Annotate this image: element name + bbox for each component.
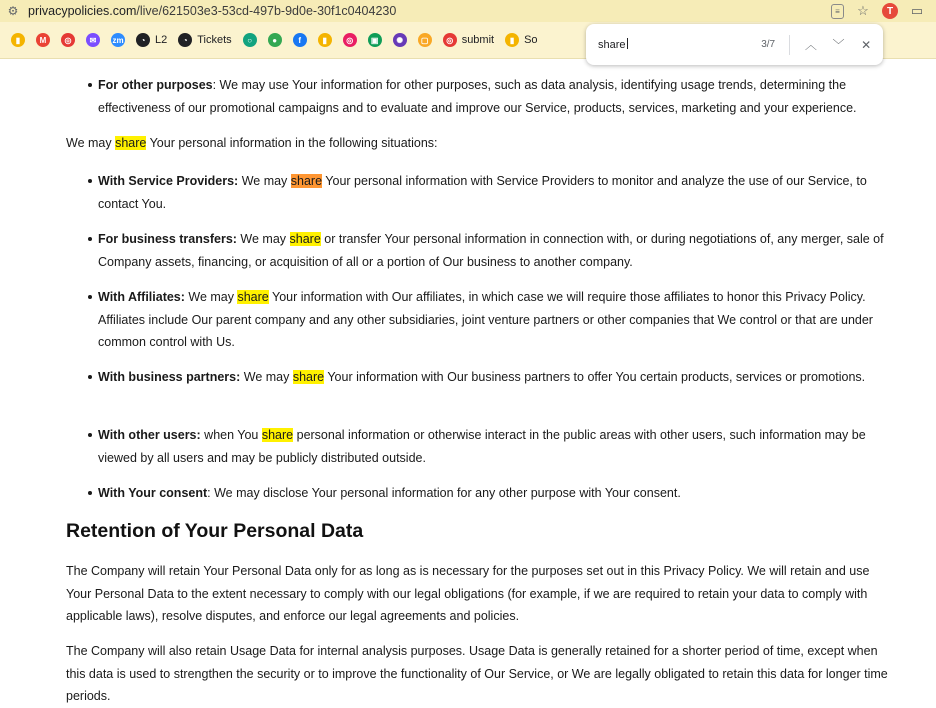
bullet-bold-label: With Service Providers:	[98, 174, 239, 188]
box-icon: ▢	[418, 33, 432, 47]
share-bullet-item	[98, 170, 893, 215]
bullet-text: : We may use Your information for other purposes, such as data analysis, identifying usage trends, determining the effectiveness of our promotional campaigns and to evaluate and improve our Service, products, services, marketing and your experience.	[98, 78, 857, 115]
bullet-text-post: Your information with Our business partners to offer You certain products, services or promotions.	[324, 370, 866, 384]
url-path: /live/621503e3-53cd-497b-9d0e-30f1c0404230	[136, 4, 397, 18]
chart-bookmark[interactable]	[318, 33, 332, 47]
bullet-bold-label: With Your consent	[98, 486, 208, 500]
bullet-bold-label: For other purposes	[98, 78, 213, 92]
retention-heading: Retention of Your Personal Data	[66, 520, 364, 542]
radar-icon: ◎	[343, 33, 357, 47]
messenger-icon: ✉	[86, 33, 100, 47]
retention-paragraph-1: The Company will retain Your Personal Data only for as long as is necessary for the purposes set out in this Privacy Policy. We will retain and use Your Personal Data to the extent necessary to comply with our legal obligations (for example, if we are required to retain your data to comply with applicable laws), resolve disputes, and enforce our legal agreements and policies.	[66, 564, 870, 623]
bullet-consent	[98, 482, 893, 505]
bullet-text-post: Your personal information with Service Providers to monitor and analyze the use of our Service, to contact You.	[98, 174, 867, 211]
share-bullet-item	[98, 366, 893, 389]
ring-icon: ○	[243, 33, 257, 47]
find-previous-chevron-up-icon[interactable]: ︿	[804, 38, 817, 52]
sidebar-icon[interactable]: ▭	[910, 3, 924, 18]
intro-pre: We may	[66, 136, 116, 150]
url-host: privacypolicies.com	[28, 4, 137, 18]
find-highlight: share	[289, 232, 321, 246]
bullet-bold-label: For business transfers:	[98, 232, 237, 246]
retention-paragraph-2: The Company will also retain Usage Data for internal analysis purposes. Usage Data is generally retained for a shorter period of time, except when this data is used to strengthen the security or to improve the functionality of Our Service, or We are legally obligated to retain this data for longer time periods.	[66, 644, 888, 703]
bookmark-label: So	[524, 34, 538, 46]
gmail-icon: M	[36, 33, 50, 47]
find-highlight: share	[261, 428, 294, 442]
so-bookmark[interactable]	[505, 33, 537, 47]
gear-icon: ✺	[393, 33, 407, 47]
zoom-icon: zm	[111, 33, 125, 47]
bullet-other-purposes	[98, 74, 893, 119]
bullet-text-pre: We may	[236, 232, 290, 246]
share-intro-paragraph	[66, 132, 896, 155]
facebook-bookmark[interactable]	[293, 33, 307, 47]
bullet-text: : We may disclose Your personal information for any other purpose with Your consent.	[207, 486, 681, 500]
target-bookmark[interactable]	[61, 33, 75, 47]
bullet-text-post: Your information with Our affiliates, in which case we will require those affiliates to honor this Privacy Policy. Affiliates include Our parent company and any other subsidiaries, joint venture partners or other companies that We control or that are under common control with Us.	[98, 290, 873, 349]
find-next-chevron-down-icon[interactable]: ﹀	[832, 38, 845, 52]
find-highlight-current: share	[290, 174, 323, 188]
intro-post: Your personal information in the following situations:	[146, 136, 438, 150]
bullet-text-pre: We may	[238, 174, 291, 188]
tickets-icon: ◔	[178, 33, 192, 47]
profile-avatar-icon[interactable]: T	[882, 3, 898, 19]
bookmark-label: submit	[461, 34, 495, 46]
zoom-bookmark[interactable]	[111, 33, 125, 47]
green-bookmark[interactable]	[268, 33, 282, 47]
radar-bookmark[interactable]	[343, 33, 357, 47]
submit-bookmark[interactable]	[443, 33, 494, 47]
analytics-icon: ▮	[11, 33, 25, 47]
find-highlight: share	[237, 290, 269, 304]
share-bullet-item	[98, 228, 893, 273]
url-text[interactable]	[28, 4, 396, 18]
submit-icon: ◎	[443, 33, 457, 47]
bullet-bold-label: With business partners:	[98, 370, 241, 384]
so-icon: ▮	[505, 33, 519, 47]
gear-bookmark[interactable]	[393, 33, 407, 47]
bullet-bold-label: With other users:	[98, 428, 201, 442]
l2-bookmark[interactable]	[136, 33, 167, 47]
chat-bookmark[interactable]	[368, 33, 382, 47]
bullet-text-pre: when You	[200, 428, 262, 442]
green-icon: ●	[268, 33, 282, 47]
share-bullet-item	[98, 286, 893, 354]
bookmark-label: L2	[155, 34, 168, 46]
ring-bookmark[interactable]	[243, 33, 257, 47]
chat-icon: ▣	[368, 33, 382, 47]
tickets-bookmark[interactable]	[178, 33, 231, 47]
bullet-bold-label: With Affiliates:	[98, 290, 185, 304]
bullet-text-pre: We may	[240, 370, 293, 384]
bullet-text-pre: We may	[184, 290, 238, 304]
find-match-count: 3/7	[761, 39, 776, 50]
chart-icon: ▮	[318, 33, 332, 47]
facebook-icon: f	[293, 33, 307, 47]
bullet-text-post: personal information or otherwise interact in the public areas with other users, such information may be viewed by all users and may be publicly distributed outside.	[98, 428, 866, 465]
address-bar[interactable]	[0, 0, 936, 22]
messenger-bookmark[interactable]	[86, 33, 100, 47]
analytics-bookmark[interactable]	[11, 33, 25, 47]
find-highlight: share	[292, 370, 325, 384]
site-settings-icon[interactable]: ⚙	[7, 4, 19, 18]
find-close-icon[interactable]: ✕	[861, 37, 872, 52]
bullet-text-post: or transfer Your personal information in connection with, or during negotiations of, any merger, sale of Company assets, financing, or acquisition of all or a portion of Our business to another company.	[98, 232, 884, 269]
find-bar	[586, 24, 883, 65]
bookmark-label: Tickets	[197, 34, 232, 46]
find-divider	[789, 35, 790, 55]
box-bookmark[interactable]	[418, 33, 432, 47]
target-icon: ◎	[61, 33, 75, 47]
find-highlight: share	[115, 136, 147, 150]
find-input[interactable]: share	[598, 38, 746, 51]
reader-mode-icon[interactable]: ≡	[831, 4, 844, 19]
l2-icon: ◔	[136, 33, 150, 47]
toolbar-icons	[831, 0, 936, 22]
gmail-bookmark[interactable]	[36, 33, 50, 47]
share-bullet-item	[98, 424, 893, 469]
star-icon[interactable]: ☆	[857, 3, 869, 18]
